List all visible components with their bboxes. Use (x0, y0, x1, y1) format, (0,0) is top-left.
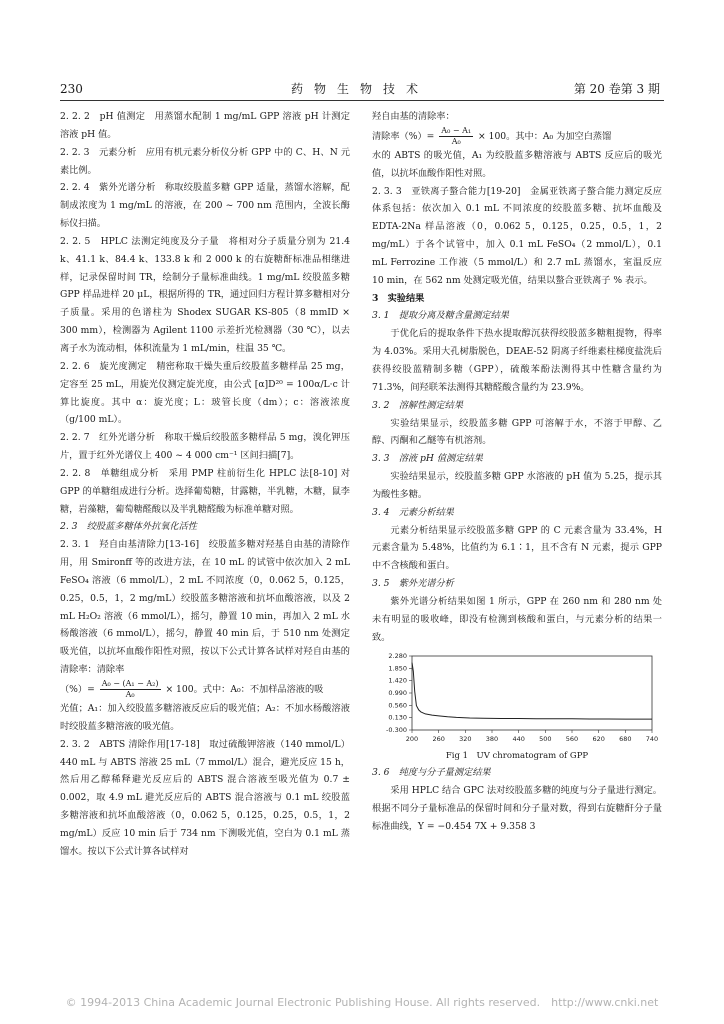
para-2-2-7: 2. 2. 7 红外光谱分析 称取干燥后绞股蓝多糖样品 5 mg，溴化钾压片，置于红外光谱仪上 400 ~ 4 000 cm⁻¹ 区间扫描[7]。 (60, 432, 350, 462)
y-tick-label: 0.130 (388, 714, 407, 723)
y-tick-label: 1.850 (388, 664, 407, 673)
x-tick-label: 740 (645, 735, 659, 744)
para-2-3-2: 2. 3. 2 ABTS 清除作用[17-18] 取过硫酸钾溶液（140 mmol/L）440 mL 与 ABTS 溶液 25 mL（7 mmol/L）混合，避光反应 15 h，然后用乙醇稀释避光反应后的 ABTS 混合溶液至吸光值为 0.7 ± 0.002，取 4.9 mL 避光反应后的 ABTS 混合溶液与 0.1 mL 绞股蓝多糖溶液和抗坏血酸溶液（0，0.062 5，0.125，0.25，0.5，1，2 mg/mL）反应 10 min 后于 734 nm 下测吸光值，空白为 0.1 mL 蒸馏水。按以下公式计算各试样对 (60, 738, 350, 857)
section-3: 3 实验结果 (372, 292, 425, 304)
formula-abts-left: 清除率（%）= (372, 130, 435, 142)
x-tick-label: 620 (592, 735, 605, 744)
formula-abts-right: × 100。其中：A₀ 为加空白蒸馏 (477, 130, 612, 142)
para-2-2-4: 2. 2. 4 紫外光谱分析 称取绞股蓝多糖 GPP 适量，蒸馏水溶解，配制成浓度为 1 mg/mL 的溶液，在 200 ~ 700 nm 范围内，全波长酶标仪扫描。 (60, 182, 350, 230)
para-2-3-1-cont: 光值；A₁：加入绞股蓝多糖溶液反应后的吸光值；A₂：不加水杨酸溶液时绞股蓝多糖溶液的吸光值。 (60, 703, 350, 732)
para-abts-cont: 水的 ABTS 的吸光值，A₁ 为绞股蓝多糖溶液与 ABTS 反应后的吸光值，以抗坏血酸作阳性对照。 (372, 149, 662, 179)
formula-hydroxyl-left: （%）= (60, 684, 95, 695)
para-2-2-6: 2. 2. 6 旋光度测定 精密称取干燥失重后绞股蓝多糖样品 25 mg，定容至 25 mL，用旋光仪测定旋光度，由公式 [α]D²⁰ = 100α/L·c 计算比旋度。其中 α：旋光度；L：玻管长度（dm）；c：溶液浓度（g/100 mL）。 (60, 360, 350, 426)
formula-hydroxyl-right: × 100。式中：A₀：不加样品溶液的吸 (165, 684, 324, 695)
formula-abts-denominator: A₀ (451, 136, 461, 146)
section-3-5: 3. 5 紫外光谱分析 (372, 578, 454, 590)
section-3-6: 3. 6 纯度与分子量测定结果 (372, 767, 491, 779)
formula-abts (372, 126, 662, 147)
para-2-3-3: 2. 3. 3 亚铁离子螯合能力[19-20] 金属亚铁离子螯合能力测定反应体系包括：依次加入 0.1 mL 不同浓度的绞股蓝多糖、抗坏血酸及 EDTA-2Na 样品溶液（0，0.062 5，0.125，0.25，0.5，1，2 mg/mL）于各个试管中，加入 0.1 mL FeSO₄（2 mmol/L），0.1 mL Ferrozine 工作液（5 mmol/L）和 2.7 mL 蒸馏水，室温反应 10 min，在 562 nm 处测定吸光值，结果以螯合亚铁离子 % 表示。 (372, 185, 662, 286)
left-column (60, 108, 350, 861)
journal-issue: 第 20 卷第 3 期 (573, 82, 660, 96)
para-3-6: 采用 HPLC 结合 GPC 法对绞股蓝多糖的纯度与分子量进行测定。根据不同分子量标准品的保留时间和分子量对数，得到右旋糖酐分子量标准曲线，Y = −0.454 7X + 9.358 3 (372, 785, 662, 832)
formula-hydroxyl-fraction (100, 679, 161, 700)
y-tick-label: -0.300 (386, 726, 407, 735)
x-tick-label: 440 (512, 735, 525, 744)
para-3-3: 实验结果显示，绞股蓝多糖 GPP 水溶液的 pH 值为 5.25，提示其为酸性多糖。 (372, 471, 662, 500)
formula-hydroxyl (60, 679, 350, 700)
y-tick-label: 2.280 (388, 652, 407, 661)
x-tick-label: 680 (619, 735, 632, 744)
y-tick-label: 1.420 (388, 677, 407, 686)
journal-title: 药物生物技术 (290, 82, 429, 96)
para-3-1: 于优化后的提取条件下热水提取醇沉获得绞股蓝多糖粗提物，得率为 4.03%。采用大孔树脂脱色，DEAE-52 阴离子纤维素柱梯度盐洗后获得绞股蓝精制多糖（GPP），硫酸苯酚法测得其中性糖含量约为 71.3%，间羟联苯法测得其糖醛酸含量约为 23.9%。 (372, 328, 662, 393)
section-3-4: 3. 4 元素分析结果 (372, 506, 454, 518)
para-3-4: 元素分析结果显示绞股蓝多糖 GPP 的 C 元素含量为 33.4%，H 元素含量为 5.48%，比值约为 6.1∶1，且不含有 N 元素，提示 GPP 中不含核酸和蛋白。 (372, 524, 662, 572)
page-number: 230 (60, 82, 83, 96)
formula-abts-fraction (439, 126, 473, 147)
para-intro-abts: 羟自由基的清除率： (372, 111, 455, 122)
section-3-2: 3. 2 溶解性测定结果 (372, 399, 464, 411)
para-2-2-5: 2. 2. 5 HPLC 法测定纯度及分子量 将相对分子质量分别为 21.4 k、41.1 k、84.4 k、133.8 k 和 2 000 k 的右旋糖酐标准品相继进样，记录保留时间 TR，绘制分子量标准曲线。1 mg/mL 绞股蓝多糖 GPP 样品进样 20 μL，根据所得的 TR，通过回归方程计算多糖相对分子质量。采用的色谱柱为 Shodex SUGAR KS-805（8 mmID × 300 mm），检测器为 Agilent 1100 示差折光检测器（30 ℃），以去离子水为流动相，体积流量为 1 mL/min，柱温 35 ℃。 (60, 235, 350, 354)
x-tick-label: 320 (459, 735, 472, 744)
formula-hydroxyl-numerator: A₀ − (A₁ − A₂) (101, 679, 159, 688)
para-2-2-8: 2. 2. 8 单糖组成分析 采用 PMP 柱前衍生化 HPLC 法[8-10] 对 GPP 的单糖组成进行分析。选择葡萄糖，甘露糖，半乳糖，木糖，鼠李糖，岩藻糖，葡萄糖醛酸以及半乳糖醛酸为标准单糖对照。 (60, 467, 350, 515)
para-2-3-1: 2. 3. 1 羟自由基清除力[13-16] 绞股蓝多糖对羟基自由基的清除作用，用 Smironff 等的改进方法，在 10 mL 的试管中依次加入 2 mL FeSO₄ 溶液（6 mmol/L），2 mL 不同浓度（0，0.062 5，0.125，0.25，0.5，1，2 mg/mL）绞股蓝多糖溶液和抗坏血酸溶液，以及 2 mL H₂O₂ 溶液（6 mmol/L），摇匀，静置 10 min，再加入 2 mL 水杨酸溶液（6 mmol/L），摇匀，静置 40 min 后，于 510 nm 处测定吸光值，以抗坏血酸作阳性对照，按以下公式计算各试样对羟自由基的清除率：清除率 (60, 539, 350, 676)
right-column (372, 108, 662, 836)
uv-figure (372, 650, 662, 746)
y-tick-label: 0.990 (388, 689, 407, 698)
series-line-gpp (412, 663, 652, 720)
page-header (60, 78, 660, 100)
x-tick-label: 560 (565, 735, 579, 744)
section-3-3: 3. 3 溶液 pH 值测定结果 (372, 453, 483, 465)
para-2-2-2: 2. 2. 2 pH 值测定 用蒸馏水配制 1 mg/mL GPP 溶液 pH 计测定溶液 pH 值。 (60, 111, 350, 140)
header-rule (60, 100, 664, 101)
x-tick-label: 200 (405, 735, 419, 744)
x-tick-label: 500 (539, 735, 552, 744)
para-2-2-3: 2. 2. 3 元素分析 应用有机元素分析仪分析 GPP 中的 C、H、N 元素比例。 (60, 146, 350, 176)
copyright-footer: © 1994-2013 China Academic Journal Electronic Publishing House. All rights reserved. http://www.cnki.net (65, 996, 659, 1009)
section-2-3: 2. 3 绞股蓝多糖体外抗氧化活性 (60, 521, 197, 533)
formula-hydroxyl-denominator: A₀ (125, 690, 135, 699)
x-tick-label: 380 (485, 735, 499, 744)
figure-caption: Fig 1 UV chromatogram of GPP (445, 751, 589, 762)
section-3-1: 3. 1 提取分离及糖含量测定结果 (372, 310, 509, 322)
para-3-5: 紫外光谱分析结果如图 1 所示，GPP 在 260 nm 和 280 nm 处未有明显的吸收峰，即没有检测到核酸和蛋白，与元素分析的结果一致。 (372, 595, 662, 643)
formula-abts-numerator: A₀ − A₁ (441, 125, 472, 135)
para-3-2: 实验结果显示，绞股蓝多糖 GPP 可溶解于水，不溶于甲醇、乙醇、丙酮和乙醚等有机溶剂。 (372, 417, 662, 447)
uv-chart (372, 650, 662, 746)
x-tick-label: 260 (432, 735, 445, 744)
y-tick-label: 0.560 (388, 701, 407, 710)
